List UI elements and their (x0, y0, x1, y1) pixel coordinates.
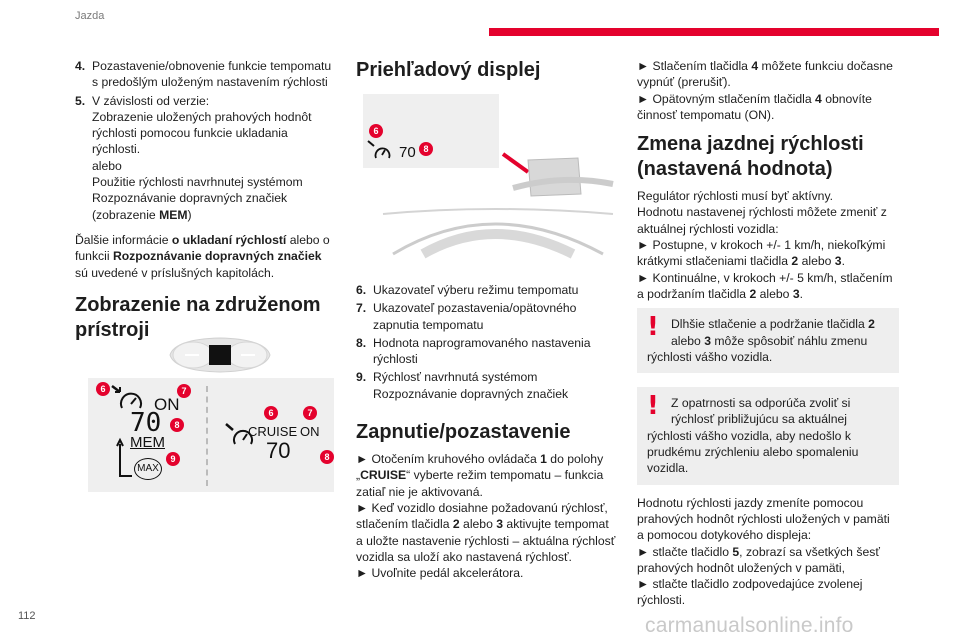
callout-badge: 6 (96, 382, 110, 396)
list-item: 6. Ukazovateľ výberu režimu tempomatu (356, 283, 579, 297)
callout-badge: 8 (419, 142, 433, 156)
set-speed-value: 70 (266, 438, 291, 463)
set-speed-value: 70 (130, 408, 162, 438)
list-item: 4. Pozastavenie/obnovenie funkcie tempomatu s predošlým uloženým nastavením rýchlosti (75, 59, 332, 90)
list-item: 9. Rýchlosť navrhnutá systémom Rozpoznávanie dopravných značiek (356, 370, 569, 401)
page-number: 112 (18, 610, 36, 622)
hud-illustration (363, 94, 619, 260)
list-item: 7. Ukazovateľ pozastavenia/opätovného zapnutia tempomatu (356, 301, 577, 332)
cruise-on-text: ON (154, 395, 180, 414)
cluster-display-panel (88, 378, 334, 492)
header-accent-bar (489, 28, 939, 36)
column-3 (637, 58, 899, 609)
callout-badge: 8 (320, 450, 334, 464)
cruise-text: CRUISE (248, 424, 298, 439)
callout-badge: 9 (166, 452, 180, 466)
warning-icon: ! (647, 391, 659, 422)
dashboard-sketch (363, 144, 619, 260)
paragraph: ► Otočením kruhového ovládača 1 do polohy „CRUISE“ vyberte režim tempomatu – funkcia zatiaľ nie je aktivovaná. (356, 452, 604, 499)
list-item: 8. Hodnota naprogramovaného nastavenia rýchlosti (356, 335, 591, 367)
cruise-on-text: ON (300, 424, 320, 439)
cluster-divider (206, 386, 208, 486)
callout-badge: 7 (177, 384, 191, 398)
section-heading: Zobrazenie na združenom prístroji (75, 293, 321, 341)
mem-label: MEM (130, 434, 165, 451)
warning-icon: ! (647, 312, 659, 343)
column-2-body (356, 282, 618, 581)
info-paragraph: Ďalšie informácie o ukladaní rýchlostí alebo o funkcii Rozpoznávanie dopravných značiek sú uvedené v príslušných kapitolách. (75, 232, 330, 280)
running-header: Jazda (75, 10, 105, 22)
list-item: 5. V závislosti od verzie: Zobrazenie uložených prahových hodnôt rýchlosti pomocou funkcie ukladania rýchlosti. alebo Použitie rýchlosti navrhnutej systémom Rozpoznávanie dopravných značiek (zobrazenie MEM) (75, 93, 312, 222)
paragraph: ► Opätovným stlačením tlačidla 4 obnovíte činnosť tempomatu (ON). (637, 91, 872, 122)
paragraph: Regulátor rýchlosti musí byť aktívny. Hodnotu nastavenej rýchlosti môžete zmeniť z aktuálnej rýchlosti vozidla: ► Postupne, v krokoch +/- 1 km/h, niekoľkými krátkymi stlačeniami tlačidla 2 alebo 3. ► Kontinuálne, v krokoch +/- 5 km/h, stlačením a podržaním tlačidla 2 alebo 3. (637, 189, 893, 301)
warning-box: ! Dlhšie stlačenie a podržanie tlačidla 2 alebo 3 môže spôsobiť náhlu zmenu rýchlosti vášho vozidla. (637, 308, 899, 373)
section-heading: Zapnutie/pozastavenie (356, 421, 571, 444)
paragraph: ► Keď vozidlo dosiahne požadovanú rýchlosť, stlačením tlačidla 2 alebo 3 aktivujte tempomat a uložte nastavenie rýchlosti – aktuálna rýchlosť vozidla sa uloží ako nastavená rýchlosť. (356, 500, 616, 564)
instrument-cluster-illustration (165, 335, 275, 375)
max-circle: MAX (134, 458, 162, 480)
watermark: carmanualsonline.info (645, 614, 854, 637)
paragraph: Hodnotu rýchlosti jazdy zmeníte pomocou prahových hodnôt rýchlosti uložených v pamäti a pomocou dotykového displeja: ► stlačte tlačidlo 5, zobrazí sa všetkých šesť prahových hodnôt uložených v pamäti, ► stlačte tlačidlo zodpovedajúce zvolenej rýchlosti. (637, 495, 890, 608)
column-2 (356, 58, 618, 83)
paragraph: ► Stlačením tlačidla 4 môžete funkciu dočasne vypnúť (prerušiť). (637, 59, 893, 90)
column-1 (75, 58, 337, 343)
warning-box: ! Z opatrnosti sa odporúča zvoliť si rýchlosť približujúcu sa aktuálnej rýchlosti vášho vozidla, aby nedošlo k prudkému zrýchleniu alebo spomaleniu vozidla. (637, 387, 899, 484)
section-heading: Priehľadový displej (356, 59, 541, 81)
callout-badge: 6 (264, 406, 278, 420)
callout-badge: 6 (369, 124, 383, 138)
mem-bracket-icon (116, 436, 134, 482)
callout-badge: 7 (303, 406, 317, 420)
callout-badge: 8 (170, 418, 184, 432)
hud-speed-value: 70 (399, 144, 416, 161)
section-heading: Zmena jazdnej rýchlosti (nastavená hodnota) (637, 133, 864, 181)
paragraph: ► Uvoľnite pedál akcelerátora. (356, 566, 524, 581)
